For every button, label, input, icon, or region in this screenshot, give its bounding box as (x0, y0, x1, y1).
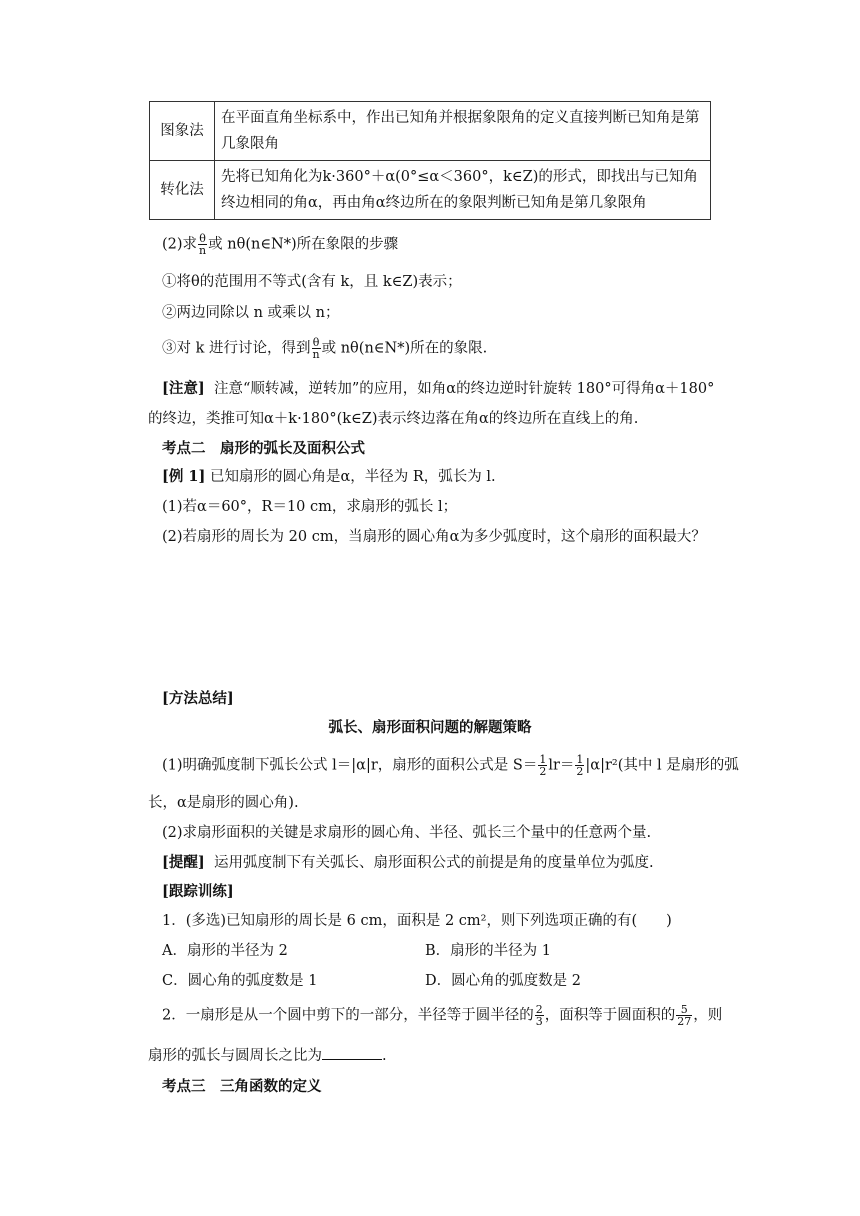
step-2: ②两边同除以 n 或乘以 n； (162, 305, 340, 321)
summary-title: 弧长、扇形面积问题的解题策略 (328, 719, 532, 736)
table-row (150, 161, 711, 220)
method-desc: 先将已知角化为k·360°＋α(0°≤α＜360°，k∈Z)的形式，即找出与已知角终边相同的角α，再由角α终边所在的象限判断已知角是第几象限角 (215, 161, 711, 220)
practice-q2-cont: 扇形的弧长与圆周长之比为 . (148, 1045, 387, 1067)
fraction: $\frac{2}{3}$ (535, 1003, 543, 1028)
note-line-1: [注意] 注意“顺转减，逆转加”的应用，如角α的终边逆时针旋转 180°可得角α＋180° (162, 380, 715, 397)
steps-title: (2)求 $\frac{\theta}{n}$ 或 nθ(n∈N*)所在象限的步骤 (162, 232, 399, 257)
tip-label: [提醒] (162, 854, 205, 871)
fraction: $\frac{5}{27}$ (677, 1003, 692, 1028)
practice-q2: 2．一扇形是从一个圆中剪下的一部分，半径等于圆半径的 $\frac{2}{3}$ ，面积等于圆面积的 $\frac{5}{27}$ ，则 (162, 1003, 723, 1028)
practice-q1: 1．(多选)已知扇形的周长是 6 cm，面积是 2 cm²，则下列选项正确的有( ) (162, 913, 672, 929)
fraction: $\frac{\theta}{n}$ (199, 232, 207, 257)
table-row (150, 102, 711, 161)
option-c: C．圆心角的弧度数是 1 (162, 973, 318, 989)
fraction: $\frac{\theta}{n}$ (312, 336, 320, 361)
step-1: ①将θ的范围用不等式(含有 k，且 k∈Z)表示； (162, 274, 462, 290)
method-desc: 在平面直角坐标系中，作出已知角并根据象限角的定义直接判断已知角是第几象限角 (215, 102, 711, 161)
summary-p1-cont: 长，α是扇形的圆心角). (148, 795, 299, 811)
option-b: B．扇形的半径为 1 (425, 943, 551, 959)
fraction: $\frac{1}{2}$ (576, 753, 584, 778)
example-label: [例 1] (162, 468, 206, 485)
practice-label: [跟踪训练] (162, 883, 234, 900)
answer-blank (322, 1045, 382, 1060)
section-3-title: 考点三 三角函数的定义 (162, 1078, 322, 1095)
fraction: $\frac{1}{2}$ (539, 753, 547, 778)
example-1: [例 1] 已知扇形的圆心角是α，半径为 R，弧长为 l. (162, 468, 496, 485)
summary-label: [方法总结] (162, 690, 234, 707)
question-1: (1)若α＝60°，R＝10 cm，求扇形的弧长 l； (162, 499, 458, 515)
methods-table (149, 101, 711, 220)
note-label: [注意] (162, 380, 205, 397)
method-name: 图象法 (150, 102, 215, 161)
note-line-2: 的终边，类推可知α＋k·180°(k∈Z)表示终边落在角α的终边所在直线上的角. (148, 411, 639, 427)
section-2-title: 考点二 扇形的弧长及面积公式 (162, 440, 365, 457)
option-d: D．圆心角的弧度数是 2 (425, 973, 581, 989)
option-a: A．扇形的半径为 2 (162, 943, 288, 959)
summary-p2: (2)求扇形面积的关键是求扇形的圆心角、半径、弧长三个量中的任意两个量. (162, 825, 652, 841)
tip: [提醒] 运用弧度制下有关弧长、扇形面积公式的前提是角的度量单位为弧度. (162, 854, 654, 871)
method-name: 转化法 (150, 161, 215, 220)
step-3: ③对 k 进行讨论，得到 $\frac{\theta}{n}$ 或 nθ(n∈N*)所在的象限. (162, 336, 488, 361)
question-2: (2)若扇形的周长为 20 cm，当扇形的圆心角α为多少弧度时，这个扇形的面积最大？ (162, 529, 706, 545)
summary-p1: (1)明确弧度制下弧长公式 l＝|α|r，扇形的面积公式是 S＝ $\frac{1}{2}$ lr＝ $\frac{1}{2}$ |α|r²(其中 l 是扇形的弧 (162, 753, 739, 778)
